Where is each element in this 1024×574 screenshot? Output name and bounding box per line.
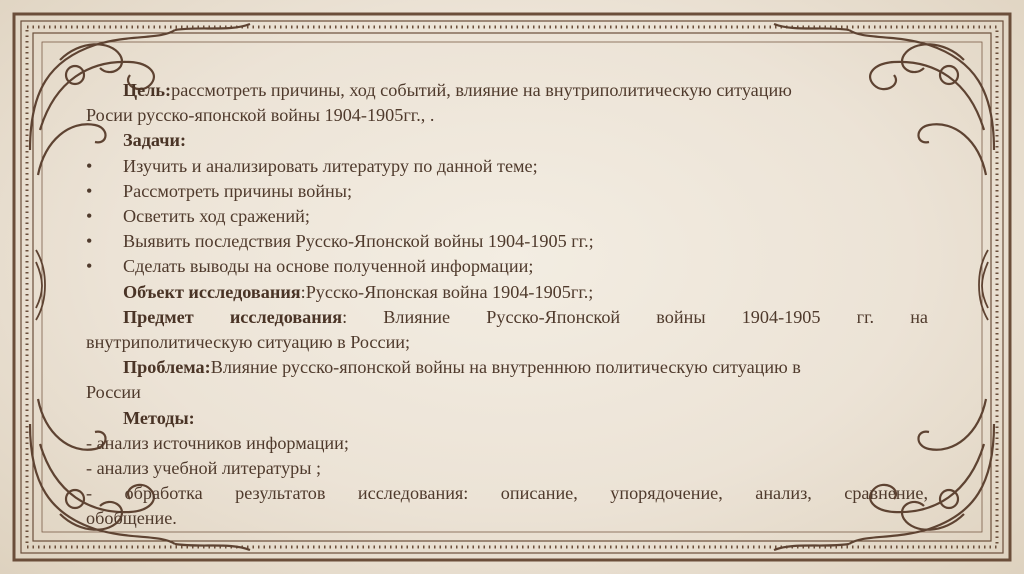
problem-line — [86, 355, 928, 380]
problem-text: Влияние русско-японской войны на внутреннюю политическую ситуацию в — [210, 357, 801, 378]
slide-content — [86, 78, 928, 532]
goal-text-continued: Росии русско-японской войны 1904-1905гг., . — [86, 105, 435, 126]
subject-text: : Влияние Русско-Японской войны 1904-1905 гг. на — [342, 306, 929, 327]
side-ornament-right — [979, 250, 988, 320]
object-text: :Русско-Японская война 1904-1905гг.; — [300, 281, 594, 302]
method-item: - анализ источников информации; — [86, 432, 349, 453]
task-item: • Рассмотреть причины войны; — [86, 179, 928, 204]
method-item: - анализ учебной литературы ; — [86, 458, 322, 479]
task-item: • Сделать выводы на основе полученной информации; — [86, 254, 928, 279]
tasks-label: Задачи: — [123, 130, 187, 151]
bullet: • — [86, 206, 93, 227]
bullet: • — [86, 256, 93, 277]
task-item: • Изучить и анализировать литературу по данной теме; — [86, 154, 928, 179]
task-item: • Осветить ход сражений; — [86, 204, 928, 229]
methods-label: Методы: — [123, 407, 195, 428]
subject-line — [86, 305, 928, 330]
side-ornament-left — [36, 250, 45, 320]
bullet: • — [86, 231, 93, 252]
bullet: • — [86, 155, 93, 176]
goal-label: Цель: — [123, 80, 172, 100]
object-line — [86, 280, 928, 305]
task-item: • Выявить последствия Русско-Японской войны 1904-1905 гг.; — [86, 229, 928, 254]
problem-text-continued: России — [86, 382, 141, 403]
method-item-continued: обобщение. — [86, 508, 177, 529]
method-item: - обработка результатов исследования: описание, упорядочение, анализ, сравнение, — [86, 483, 928, 504]
goal-text: рассмотреть причины, ход событий, влияние на внутриполитическую ситуацию — [171, 80, 792, 100]
goal-line — [86, 78, 928, 103]
subject-label: Предмет исследования — [123, 306, 343, 327]
object-label: Объект исследования — [123, 281, 301, 302]
subject-text-continued: внутриполитическую ситуацию в России; — [86, 332, 411, 353]
problem-label: Проблема: — [123, 357, 211, 378]
bullet: • — [86, 180, 93, 201]
